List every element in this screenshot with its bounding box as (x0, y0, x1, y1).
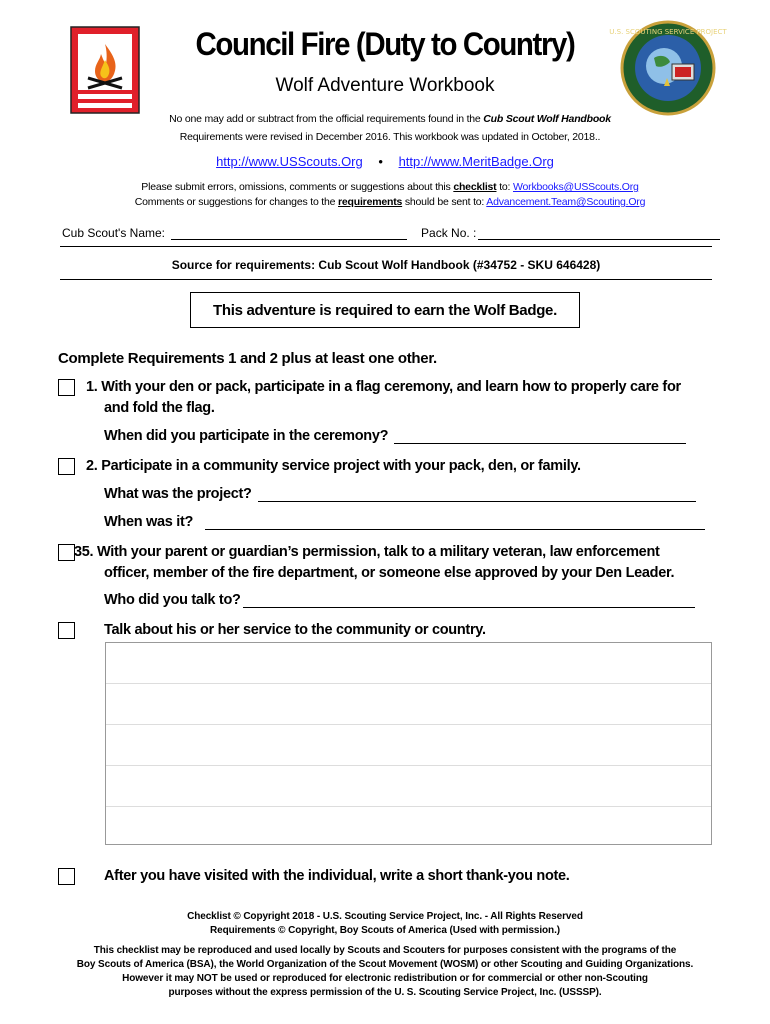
req3-checkbox[interactable] (58, 544, 75, 561)
meritbadge-link[interactable]: http://www.MeritBadge.Org (398, 154, 554, 169)
req1-text: 1. With your den or pack, participate in a flag ceremony, and learn how to properly care for and fold the flag. (86, 379, 681, 416)
req3-question: Who did you talk to? (104, 592, 695, 608)
req3-talk-checkbox[interactable] (58, 622, 75, 639)
req1-checkbox[interactable] (58, 379, 75, 396)
req2-date-question: When was it? (104, 514, 705, 530)
scout-info-row (62, 226, 720, 240)
requirements-comment-line: Comments or suggestions for changes to the requirements should be sent to: Advancement.Team@Scouting.Org (134, 196, 646, 208)
footer-usage-3: However it may NOT be used or reproduced for electronic redistribution or for commercial or other non-Scouting (122, 973, 648, 984)
divider (60, 279, 712, 280)
errors-line: Please submit errors, omissions, comments or suggestions about this checklist to: Workbooks@USScouts.Org (141, 181, 639, 193)
footer-usage-1: This checklist may be reproduced and used locally by Scouts and Scouters for purposes consistent with the programs of the (93, 945, 677, 956)
footer-requirements-copyright: Requirements © Copyright, Boy Scouts of America (Used with permission.) (210, 925, 560, 936)
req2-project-field[interactable] (258, 488, 696, 502)
workbooks-email-link[interactable]: Workbooks@USScouts.Org (513, 181, 639, 193)
scout-name-field[interactable] (171, 228, 407, 240)
advancement-email-link[interactable]: Advancement.Team@Scouting.Org (486, 196, 646, 208)
req1-answer-field[interactable] (394, 430, 686, 444)
req2-date-field[interactable] (205, 516, 705, 530)
revised-line: Requirements were revised in December 2016. This workbook was updated in October, 2018.. (179, 131, 601, 143)
pack-number-field[interactable] (478, 228, 720, 240)
requirements-source: Source for requirements: Cub Scout Wolf Handbook (#34752 - SKU 646428) (171, 258, 601, 272)
usscouts-link[interactable]: http://www.USScouts.Org (216, 154, 363, 169)
req3-thanks-checkbox[interactable] (58, 868, 75, 885)
scout-name-label: Cub Scout's Name: (62, 226, 166, 240)
page-title: Council Fire (Duty to Country) (195, 26, 575, 62)
req2-project-question: What was the project? (104, 486, 696, 502)
divider (60, 246, 712, 247)
req2-checkbox[interactable] (58, 458, 75, 475)
notice-line: No one may add or subtract from the official requirements found in the Cub Scout Wolf Handbook (169, 113, 611, 125)
pack-number-label: Pack No. : (421, 226, 477, 240)
req3-text: 35. With your parent or guardian’s permission, talk to a military veteran, law enforcement officer, member of the fire department, or someone else approved by your Den Leader. (74, 544, 675, 581)
links-row (150, 154, 620, 169)
req3-thanks-text: After you have visited with the individual, write a short thank-you note. (104, 868, 570, 884)
required-adventure-note: This adventure is required to earn the Wolf Badge. (190, 292, 580, 328)
req3-talk-text: Talk about his or her service to the community or country. (104, 622, 486, 638)
page-subtitle: Wolf Adventure Workbook (275, 75, 495, 96)
footer-usage-2: Boy Scouts of America (BSA), the World Organization of the Scout Movement (WOSM) or other Scouting and Guiding Organizations. (76, 959, 694, 970)
usssp-seal-icon (609, 20, 727, 116)
req3-answer-field[interactable] (243, 594, 695, 608)
footer-copyright: Checklist © Copyright 2018 - U.S. Scouting Service Project, Inc. - All Rights Reserved (187, 911, 583, 922)
campfire-badge-icon (70, 26, 140, 114)
req2-text: 2. Participate in a community service project with your pack, den, or family. (86, 458, 581, 474)
req3-number: 3 (74, 544, 82, 560)
req1-question: When did you participate in the ceremony? (104, 428, 686, 444)
notes-area[interactable] (105, 642, 712, 845)
footer-usage-4: purposes without the express permission of the U. S. Scouting Service Project, Inc. (USSSP). (168, 987, 602, 998)
seal-text: U.S. SCOUTING SERVICE PROJECT (609, 28, 727, 36)
link-separator: • (378, 154, 383, 169)
instructions-heading: Complete Requirements 1 and 2 plus at least one other. (58, 350, 437, 367)
